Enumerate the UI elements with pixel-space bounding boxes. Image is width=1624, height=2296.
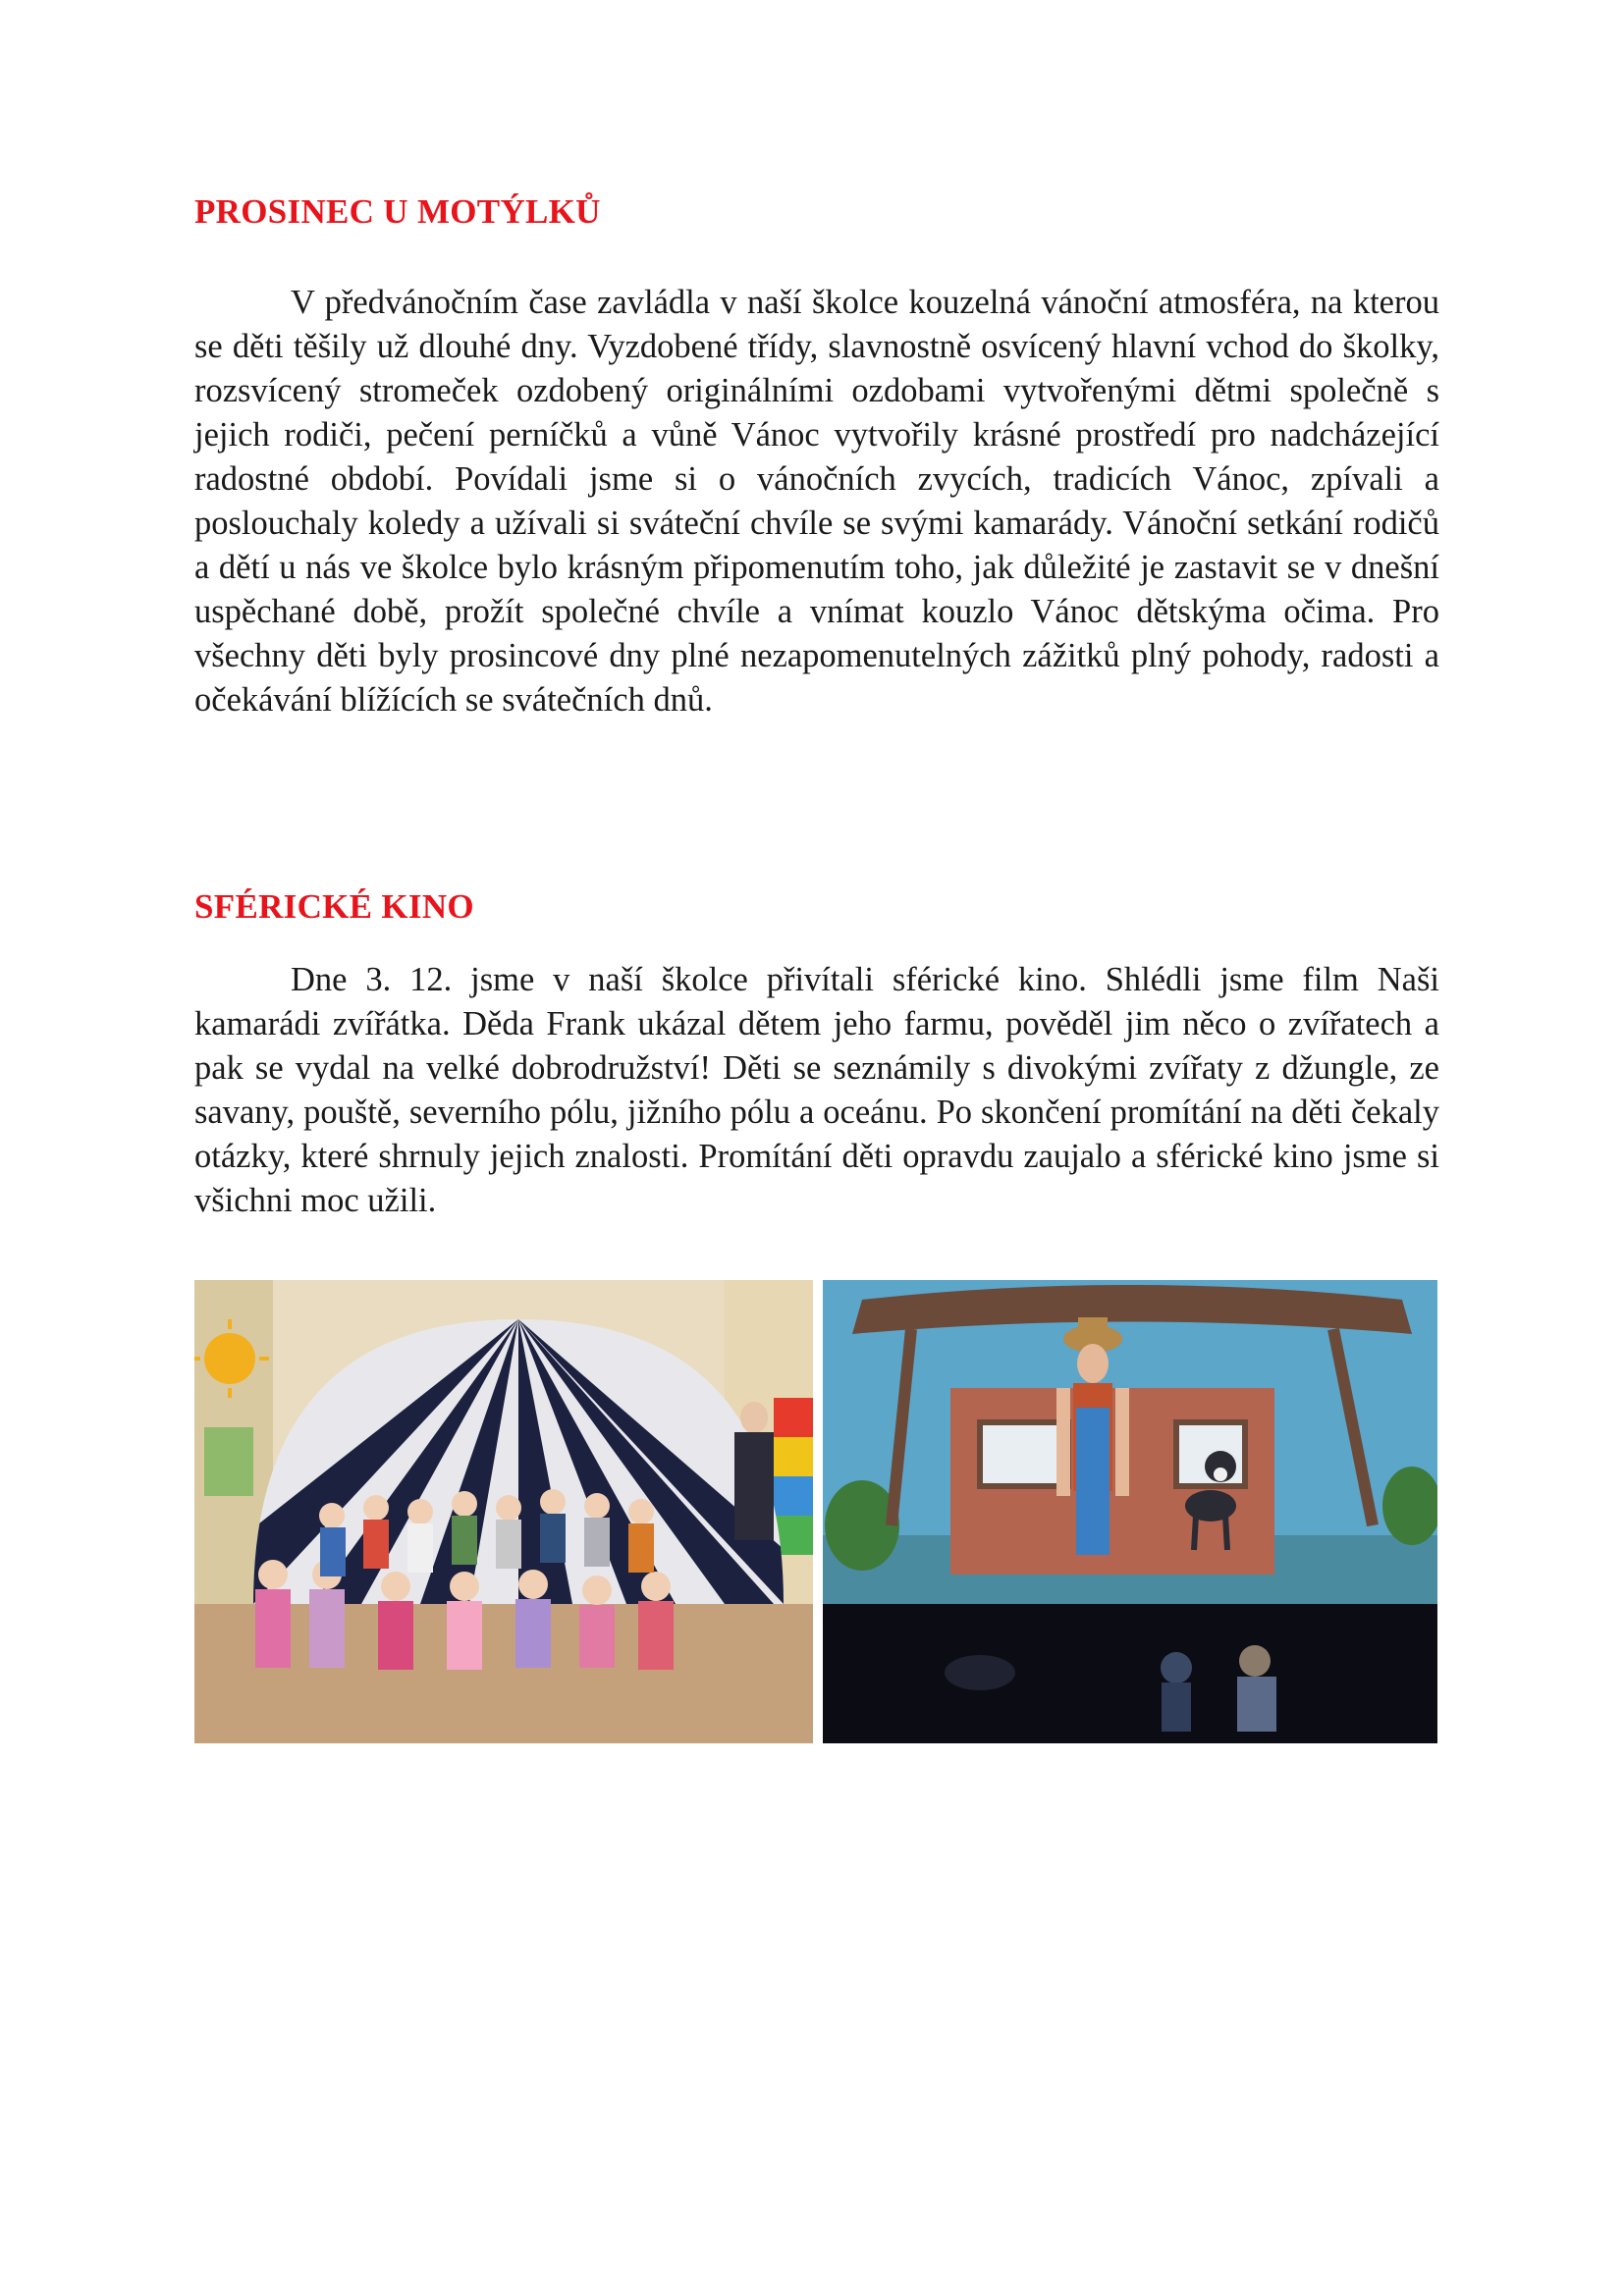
section-heading-kino: SFÉRICKÉ KINO (194, 887, 474, 926)
section-heading-prosinec: PROSINEC U MOTÝLKŮ (194, 192, 601, 231)
section-paragraph-kino: Dne 3. 12. jsme v naší školce přivítali sférické kino. Shlédli jsme film Naši kamarádi zvířátka. Děda Frank ukázal dětem jeho farmu, pověděl jim něco o zvířatech a pak se vydal na velké dobrodružství! Děti se seznámily s divokými zvířaty z džungle, ze savany, pouště, severního pólu, jižního pólu a oceánu. Po skončení promítání na děti čekaly otázky, které shrnuly jejich znalosti. Promítání děti opravdu zaujalo a sférické kino jsme si všichni moc užili. (194, 961, 1439, 1219)
photo-film-screening (823, 1280, 1437, 1743)
section-paragraph-prosinec: V předvánočním čase zavládla v naší školce kouzelná vánoční atmosféra, na kterou se děti těšily už dlouhé dny. Vyzdobené třídy, slavnostně osvícený hlavní vchod do školky, rozsvícený stromeček ozdobený originálními ozdobami vytvořenými dětmi společně s jejich rodiči, pečení perníčků a vůně Vánoc vytvořily krásné prostředí pro nadcházející radostné období. Povídali jsme si o vánočních zvycích, tradicích Vánoc, zpívali a poslouchaly koledy a užívali si sváteční chvíle se svými kamarády. Vánoční setkání rodičů a dětí u nás ve školce bylo krásným připomenutím toho, jak důležité je zastavit se v dnešní uspěchané době, prožít společné chvíle a vnímat kouzlo Vánoc dětskýma očima. Pro všechny děti byly prosincové dny plné nezapomenutelných zážitků plný pohody, radosti a očekávání blížících se svátečních dnů. (194, 284, 1439, 719)
photo-children-dome (194, 1280, 813, 1743)
